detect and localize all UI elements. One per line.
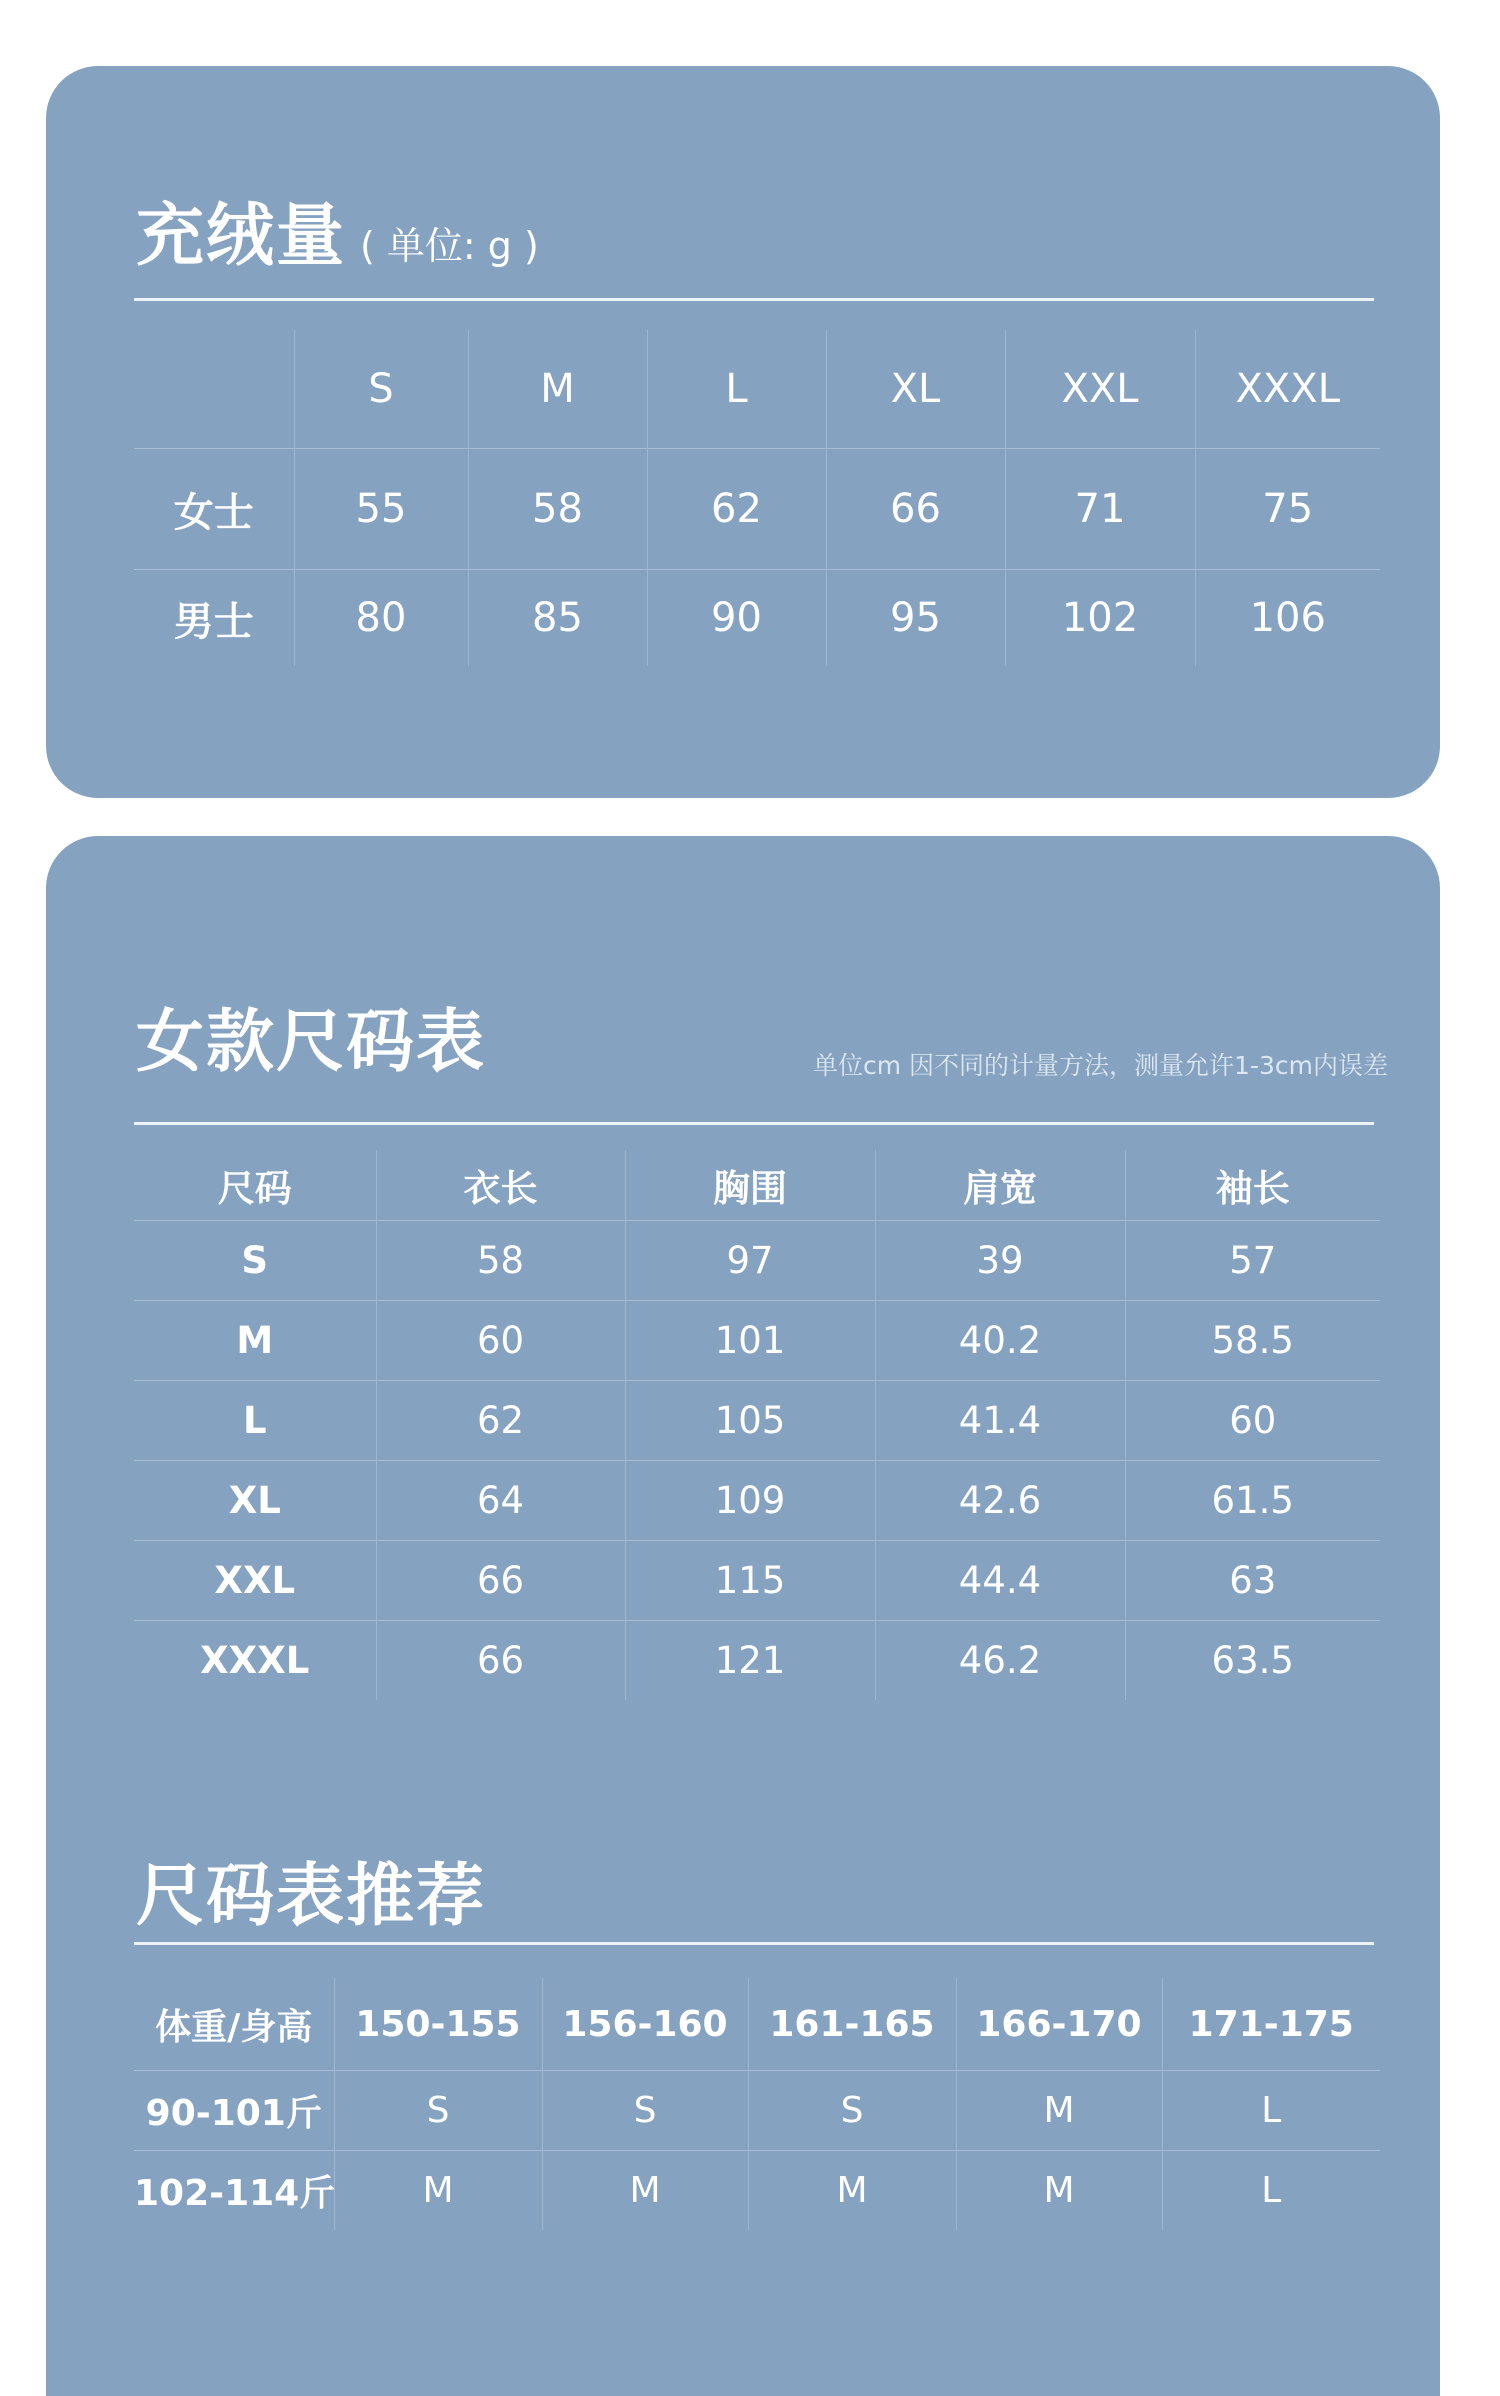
recommend-header-cell: 166-170 xyxy=(956,1978,1162,2071)
fill-row-label: 男士 xyxy=(134,570,294,667)
women-size-title xyxy=(136,988,486,1085)
size-recommend-table xyxy=(134,1978,1380,2230)
fill-weight-title-text: 充绒量 xyxy=(136,197,347,276)
recommend-header-cell: 161-165 xyxy=(748,1978,956,2071)
table-cell: M xyxy=(542,2151,748,2231)
size-label: M xyxy=(134,1301,376,1381)
women-header-cell: 肩宽 xyxy=(875,1150,1125,1221)
fill-col-header: S xyxy=(294,330,468,449)
table-cell: S xyxy=(748,2071,956,2151)
fill-weight-corner-cell xyxy=(134,330,294,449)
fill-row-men xyxy=(134,570,1380,667)
women-header-cell: 袖长 xyxy=(1125,1150,1380,1221)
table-cell: L xyxy=(1162,2151,1380,2231)
table-cell: 64 xyxy=(376,1461,625,1541)
table-row xyxy=(134,1621,1380,1701)
table-row xyxy=(134,1381,1380,1461)
table-row xyxy=(134,2151,1380,2231)
table-cell: 42.6 xyxy=(875,1461,1125,1541)
table-cell: 105 xyxy=(625,1381,875,1461)
table-row xyxy=(134,2071,1380,2151)
fill-weight-divider xyxy=(134,298,1374,301)
table-cell: 97 xyxy=(625,1221,875,1301)
fill-weight-header-row xyxy=(134,330,1380,449)
fill-cell: 85 xyxy=(468,570,647,667)
table-cell: 60 xyxy=(1125,1381,1380,1461)
table-cell: 115 xyxy=(625,1541,875,1621)
table-cell: M xyxy=(334,2151,542,2231)
table-cell: 121 xyxy=(625,1621,875,1701)
table-cell: 66 xyxy=(376,1621,625,1701)
fill-col-header: XL xyxy=(826,330,1005,449)
table-cell: 46.2 xyxy=(875,1621,1125,1701)
women-size-divider xyxy=(134,1122,1374,1125)
table-cell: S xyxy=(334,2071,542,2151)
table-cell: 44.4 xyxy=(875,1541,1125,1621)
recommend-header-cell: 171-175 xyxy=(1162,1978,1380,2071)
women-header-cell: 胸围 xyxy=(625,1150,875,1221)
recommend-header-cell: 体重/身高 xyxy=(155,2006,313,2048)
fill-cell: 75 xyxy=(1195,449,1380,570)
table-cell: 62 xyxy=(376,1381,625,1461)
table-cell: 41.4 xyxy=(875,1381,1125,1461)
fill-cell: 55 xyxy=(294,449,468,570)
women-size-table xyxy=(134,1150,1380,1700)
fill-col-header: M xyxy=(468,330,647,449)
fill-row-women xyxy=(134,449,1380,570)
measurement-note: 单位cm 因不同的计量方法，测量允许1-3cm内误差 xyxy=(813,1051,1388,1080)
table-cell: 66 xyxy=(376,1541,625,1621)
table-cell: M xyxy=(956,2071,1162,2151)
recommend-header-row xyxy=(134,1978,1380,2071)
table-cell: 39 xyxy=(875,1221,1125,1301)
size-recommend-divider xyxy=(134,1942,1374,1945)
fill-row-label: 女士 xyxy=(134,449,294,570)
size-label: XXXL xyxy=(134,1621,376,1701)
table-cell: L xyxy=(1162,2071,1380,2151)
size-label: S xyxy=(134,1221,376,1301)
table-cell: 61.5 xyxy=(1125,1461,1380,1541)
table-cell: 58.5 xyxy=(1125,1301,1380,1381)
size-label: XL xyxy=(134,1461,376,1541)
women-header-cell: 尺码 xyxy=(217,1167,292,1210)
size-recommend-title-text: 尺码表推荐 xyxy=(136,1857,487,1936)
fill-col-header: XXXL xyxy=(1195,330,1380,449)
women-header-cell: 衣长 xyxy=(376,1150,625,1221)
table-cell: S xyxy=(542,2071,748,2151)
table-row xyxy=(134,1221,1380,1301)
fill-col-header: XXL xyxy=(1005,330,1195,449)
recommend-header-cell: 150-155 xyxy=(334,1978,542,2071)
fill-cell: 71 xyxy=(1005,449,1195,570)
fill-weight-table xyxy=(134,330,1380,666)
fill-weight-card xyxy=(46,66,1440,798)
weight-label: 90-101斤 xyxy=(134,2071,334,2151)
women-size-header-row xyxy=(134,1150,1380,1221)
table-cell: 63 xyxy=(1125,1541,1380,1621)
table-cell: 40.2 xyxy=(875,1301,1125,1381)
size-label: XXL xyxy=(134,1541,376,1621)
recommend-header-cell: 156-160 xyxy=(542,1978,748,2071)
table-row xyxy=(134,1541,1380,1621)
table-cell: M xyxy=(748,2151,956,2231)
size-chart-card xyxy=(46,836,1440,2396)
fill-cell: 95 xyxy=(826,570,1005,667)
table-cell: 57 xyxy=(1125,1221,1380,1301)
fill-cell: 80 xyxy=(294,570,468,667)
table-cell: 58 xyxy=(376,1221,625,1301)
fill-weight-unit: ( 单位: g ) xyxy=(360,224,539,268)
table-cell: M xyxy=(956,2151,1162,2231)
weight-label: 102-114斤 xyxy=(134,2151,334,2231)
fill-cell: 58 xyxy=(468,449,647,570)
size-recommend-title xyxy=(136,1842,486,1939)
table-cell: 60 xyxy=(376,1301,625,1381)
women-size-title-text: 女款尺码表 xyxy=(136,1003,487,1082)
fill-cell: 90 xyxy=(647,570,826,667)
size-label: L xyxy=(134,1381,376,1461)
fill-cell: 102 xyxy=(1005,570,1195,667)
fill-cell: 66 xyxy=(826,449,1005,570)
table-cell: 63.5 xyxy=(1125,1621,1380,1701)
fill-cell: 62 xyxy=(647,449,826,570)
fill-col-header: L xyxy=(647,330,826,449)
table-cell: 101 xyxy=(625,1301,875,1381)
table-row xyxy=(134,1461,1380,1541)
table-row xyxy=(134,1301,1380,1381)
table-cell: 109 xyxy=(625,1461,875,1541)
fill-cell: 106 xyxy=(1195,570,1380,667)
fill-weight-title xyxy=(136,182,539,279)
